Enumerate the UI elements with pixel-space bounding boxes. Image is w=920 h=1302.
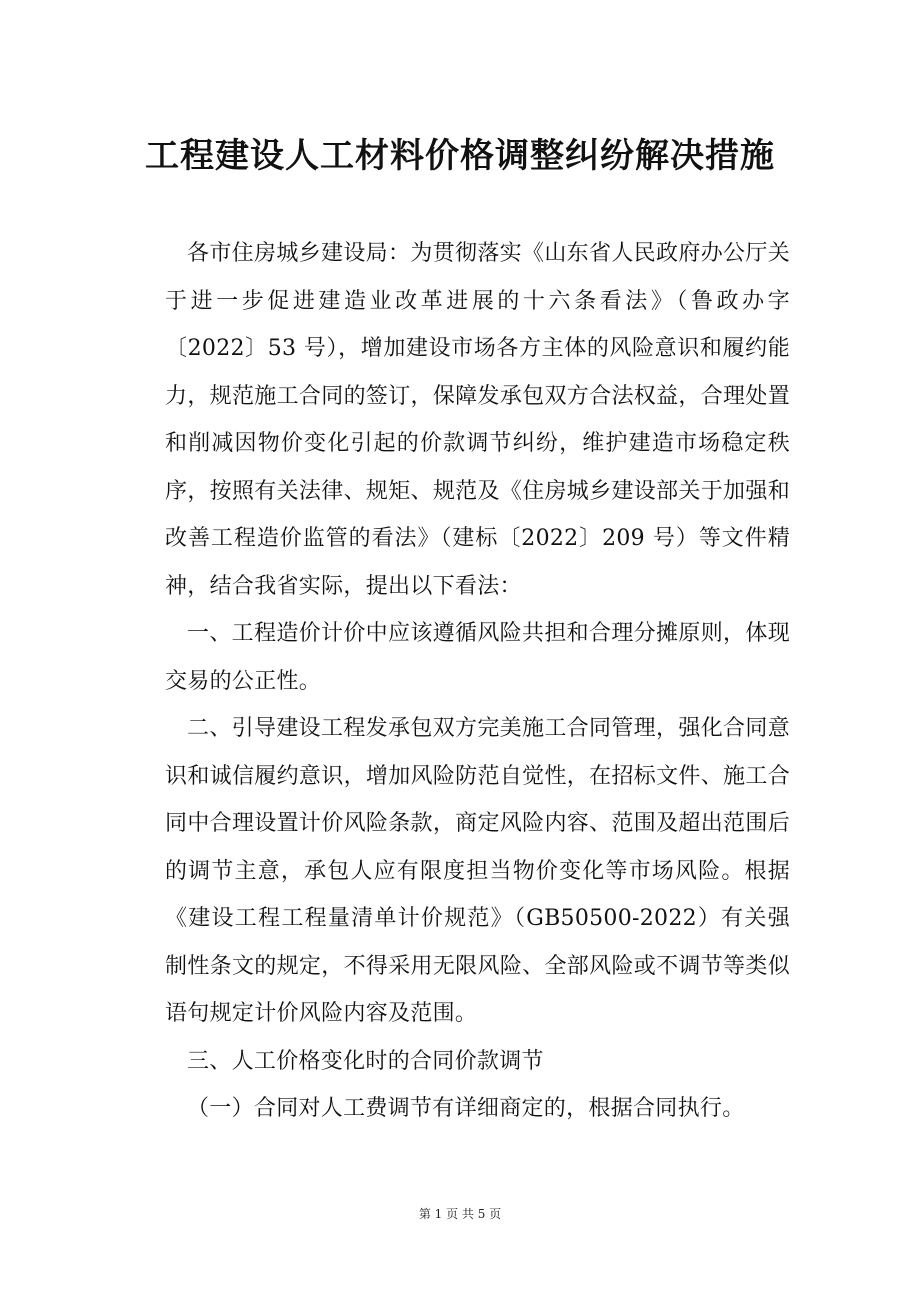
paragraph-item-1: 一、工程造价计价中应该遵循风险共担和合理分摊原则，体现交易的公正性。	[165, 621, 790, 694]
paragraph-item-2: 二、引导建设工程发承包双方完美施工合同管理，强化合同意识和诚信履约意识，增加风险防范自觉性，在招标文件、施工合同中合理设置计价风险条款，商定风险内容、范围及超出范围后的调节主意，承包人应有限度担当物价变化等市场风险。根据《建设工程工程量清单计价规范》（GB50500-2022）有关强制性条文的规定，不得采用无限风险、全部风险或不调节等类似语句规定计价风险内容及范围。	[165, 716, 790, 1026]
document-title: 工程建设人工材料价格调整纠纷解决措施	[145, 136, 775, 176]
paragraph-item-3: 三、人工价格变化时的合同价款调节	[187, 1048, 544, 1074]
paragraph-subitem-1: （一）合同对人工费调节有详细商定的，根据合同执行。	[187, 1096, 745, 1121]
paragraph-intro: 各市住房城乡建设局：为贯彻落实《山东省人民政府办公厅关于进一步促进建造业改革进展的十六条看法》（鲁政办字〔2022〕53 号），增加建设市场各方主体的风险意识和履约能力，规范施工合同的签订，保障发承包双方合法权益，合理处置和削减因物价变化引起的价款调节纠纷，维护建造市场稳定秩序，按照有关法律、规矩、规范及《住房城乡建设部关于加强和改善工程造价监管的看法》（建标〔2022〕209 号）等文件精神，结合我省实际，提出以下看法：	[165, 241, 790, 599]
page-footer: 第 1 页 共 5 页	[418, 1207, 502, 1221]
document-body	[165, 230, 790, 1133]
